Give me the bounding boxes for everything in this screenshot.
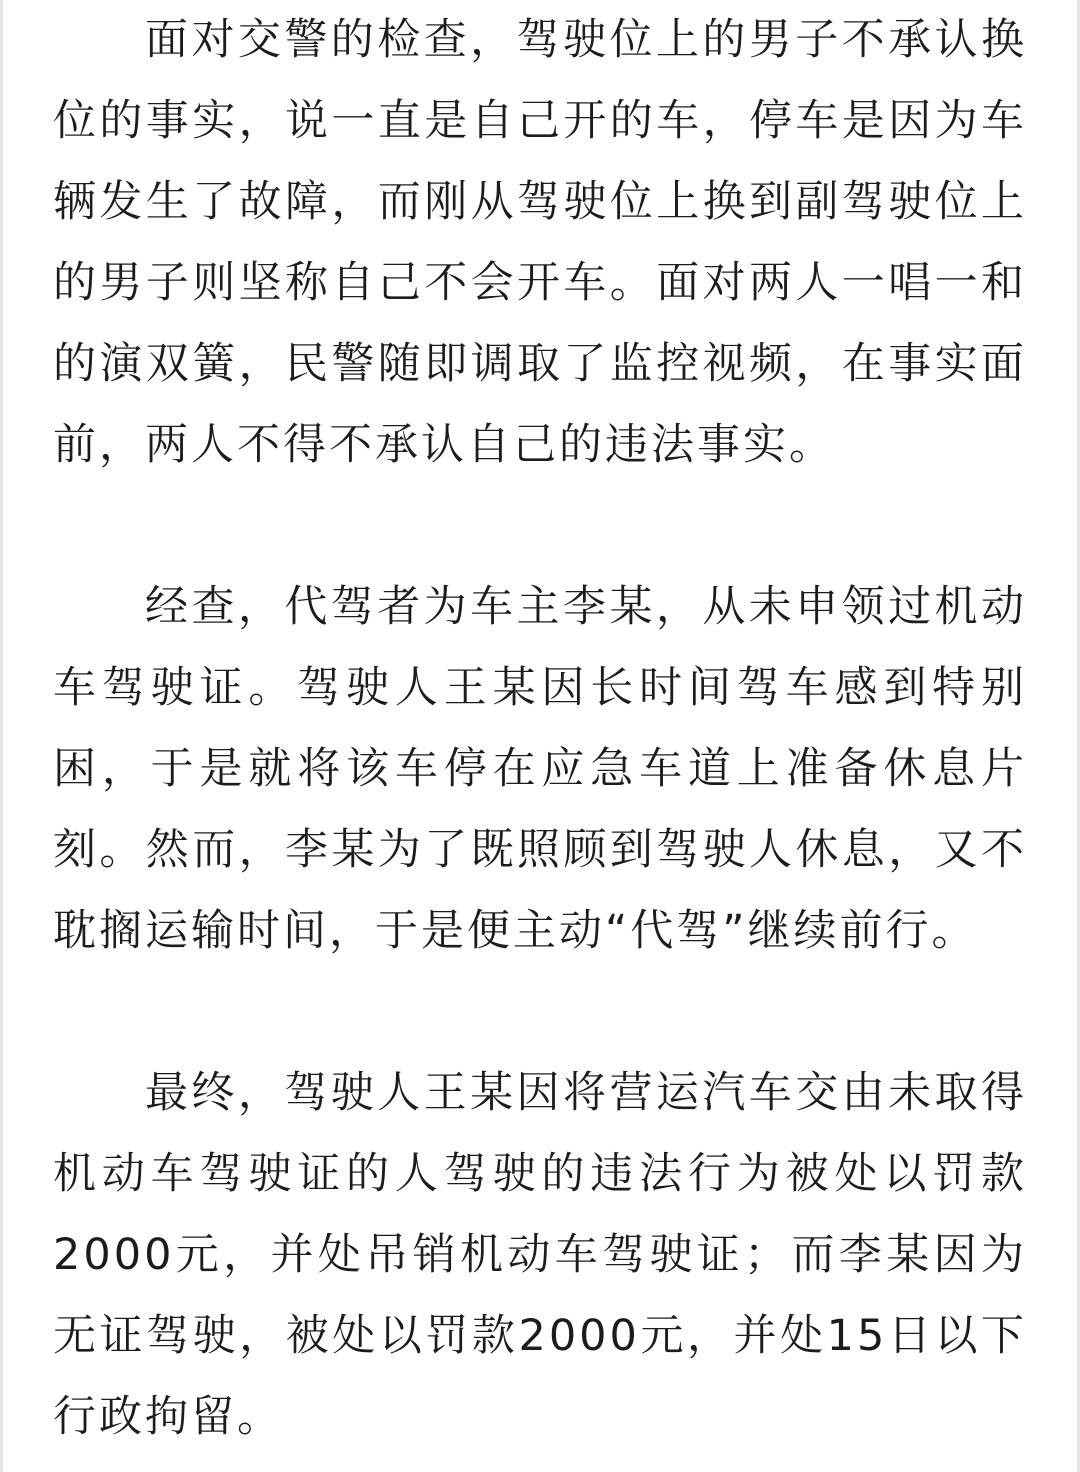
paragraph-penalty: 最终，驾驶人王某因将营运汽车交由未取得机动车驾驶证的人驾驶的违法行为被处以罚款2000元，并处吊销机动车驾驶证；而李某因为无证驾驶，被处以罚款2000元，并处15日以下行政拘留。 <box>53 1068 1027 1442</box>
paragraph-investigation: 经查，代驾者为车主李某，从未申领过机动车驾驶证。驾驶人王某因长时间驾车感到特别困，于是就将该车停在应急车道上准备休息片刻。然而，李某为了既照顾到驾驶人休息，又不耽搁运输时间，于是便主动“代驾”继续前行。 <box>53 582 1027 956</box>
article-body <box>53 0 1027 1458</box>
page-edge-left <box>0 0 3 1472</box>
paragraph-inspection: 面对交警的检查，驾驶位上的男子不承认换位的事实，说一直是自己开的车，停车是因为车辆发生了故障，而刚从驾驶位上换到副驾驶位上的男子则坚称自己不会开车。面对两人一唱一和的演双簧，民警随即调取了监控视频，在事实面前，两人不得不承认自己的违法事实。 <box>53 15 1027 470</box>
